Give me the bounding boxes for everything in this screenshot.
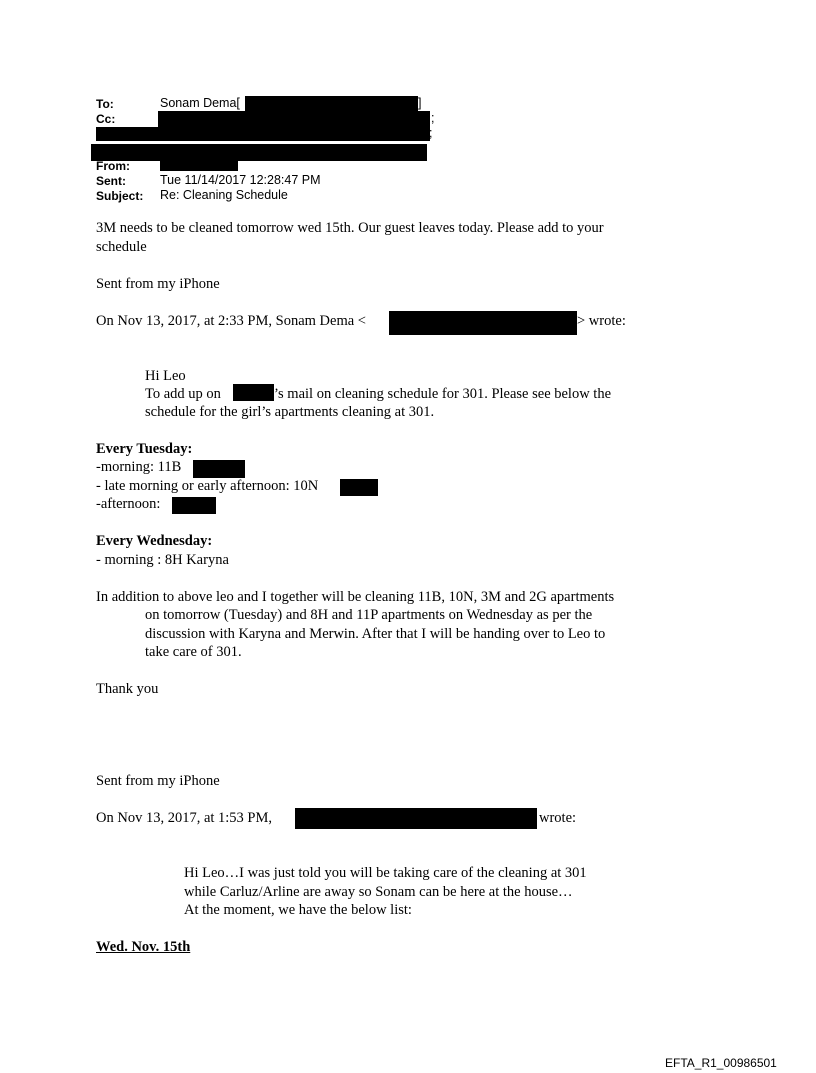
from-label: From: bbox=[96, 159, 130, 173]
body-line: Hi Leo…I was just told you will be taking care of the cleaning at 301 bbox=[184, 865, 587, 881]
to-close: ] bbox=[418, 96, 422, 110]
section-heading: Every Tuesday: bbox=[96, 441, 193, 457]
document-id: EFTA_R1_00986501 bbox=[665, 1056, 777, 1070]
quote-attribution: On Nov 13, 2017, at 2:33 PM, Sonam Dema < bbox=[96, 313, 366, 329]
redaction-block bbox=[91, 144, 427, 161]
body-line: To add up on bbox=[145, 386, 221, 402]
sent-from-iphone: Sent from my iPhone bbox=[96, 773, 220, 789]
section-heading: Wed. Nov. 15th bbox=[96, 939, 191, 955]
greeting: Hi Leo bbox=[145, 368, 186, 384]
redaction-block bbox=[389, 311, 577, 335]
schedule-item: - morning : 8H Karyna bbox=[96, 552, 229, 568]
cc-label: Cc: bbox=[96, 112, 116, 126]
cc-separator: ; bbox=[429, 126, 433, 140]
redaction-block bbox=[193, 460, 245, 478]
schedule-item: - late morning or early afternoon: 10N bbox=[96, 478, 319, 494]
body-line: ’s mail on cleaning schedule for 301. Please see below the bbox=[274, 386, 612, 402]
cc-separator: ; bbox=[431, 111, 435, 125]
body-line: discussion with Karyna and Merwin. After that I will be handing over to Leo to bbox=[145, 626, 606, 642]
redaction-block bbox=[295, 808, 537, 829]
redaction-block bbox=[160, 157, 238, 171]
redaction-block bbox=[340, 479, 378, 496]
schedule-item: -afternoon: bbox=[96, 496, 161, 512]
to-value: Sonam Dema[ bbox=[160, 96, 240, 110]
redaction-block bbox=[96, 126, 433, 141]
body-line: 3M needs to be cleaned tomorrow wed 15th. Our guest leaves today. Please add to your bbox=[96, 220, 604, 236]
to-label: To: bbox=[96, 97, 114, 111]
body-line: In addition to above leo and I together will be cleaning 11B, 10N, 3M and 2G apartments bbox=[96, 589, 615, 605]
body-line: take care of 301. bbox=[145, 644, 242, 660]
sent-value: Tue 11/14/2017 12:28:47 PM bbox=[160, 173, 321, 187]
body-line: on tomorrow (Tuesday) and 8H and 11P apartments on Wednesday as per the bbox=[145, 607, 593, 623]
body-line: At the moment, we have the below list: bbox=[184, 902, 412, 918]
quote-attribution-suffix: wrote: bbox=[539, 810, 577, 826]
schedule-item: -morning: 11B bbox=[96, 459, 182, 475]
redaction-block bbox=[245, 96, 418, 112]
redaction-block bbox=[233, 384, 274, 401]
redaction-block bbox=[158, 111, 430, 128]
body-line: schedule bbox=[96, 239, 147, 255]
sent-from-iphone: Sent from my iPhone bbox=[96, 276, 220, 292]
quote-attribution-suffix: > wrote: bbox=[577, 313, 626, 329]
subject-value: Re: Cleaning Schedule bbox=[160, 188, 288, 202]
body-line: while Carluz/Arline are away so Sonam can be here at the house… bbox=[184, 884, 573, 900]
subject-label: Subject: bbox=[96, 189, 144, 203]
section-heading: Every Wednesday: bbox=[96, 533, 213, 549]
body-line: schedule for the girl’s apartments cleaning at 301. bbox=[145, 404, 435, 420]
quote-attribution: On Nov 13, 2017, at 1:53 PM, bbox=[96, 810, 273, 826]
sent-label: Sent: bbox=[96, 174, 126, 188]
redaction-block bbox=[172, 497, 216, 514]
sign-off: Thank you bbox=[96, 681, 159, 697]
